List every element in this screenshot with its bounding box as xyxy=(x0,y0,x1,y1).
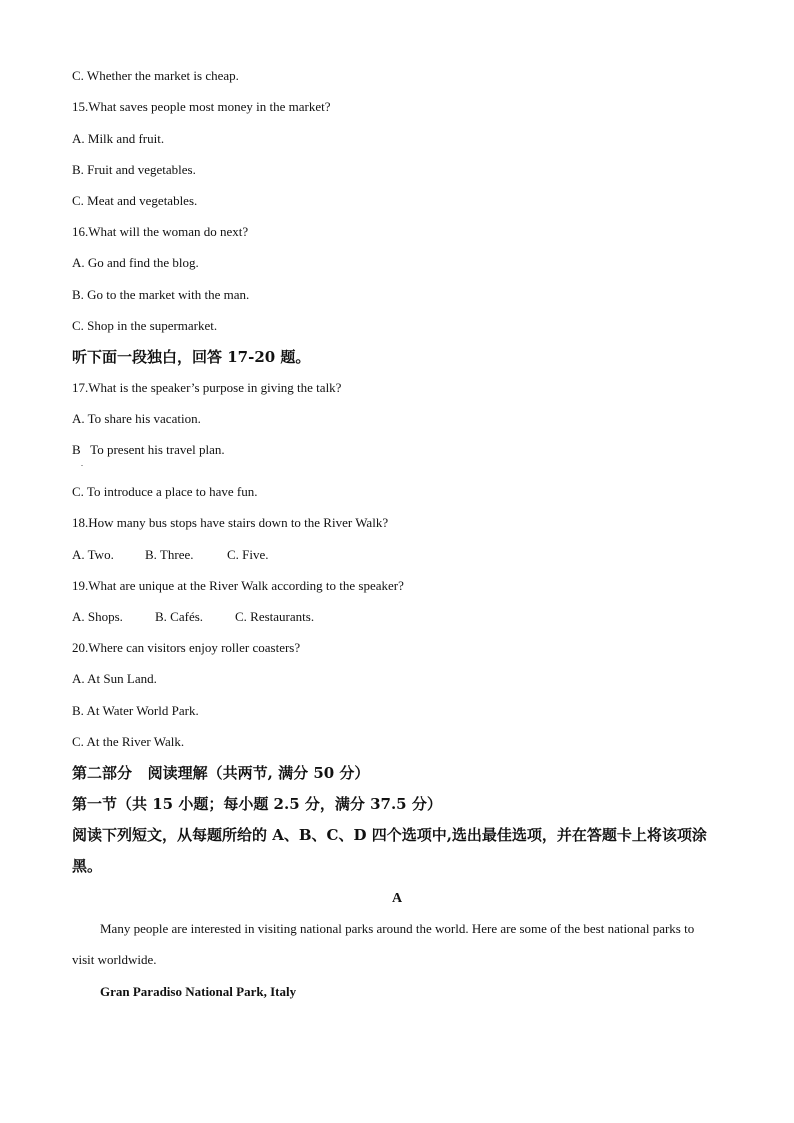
q18-option-a: A. Two. xyxy=(72,547,114,562)
q15-option-a: A. Milk and fruit. xyxy=(72,131,165,146)
monologue-heading: 听下面一段独白，回答 17-20 题。 xyxy=(72,348,311,366)
q20-option-a: A. At Sun Land. xyxy=(72,671,157,686)
park-subheading: Gran Paradiso National Park, Italy xyxy=(100,984,297,999)
passage-label: A xyxy=(391,891,403,906)
q17-option-a: A. To share his vacation. xyxy=(72,411,201,426)
q16-option-c: C. Shop in the supermarket. xyxy=(72,318,218,333)
q16-question: 16.What will the woman do next? xyxy=(72,224,249,239)
reading-instruction: 阅读下列短文，从每题所给的 A、B、C、D 四个选项中,选出最佳选项，并在答题卡上将该项涂黑。 xyxy=(72,826,707,875)
q16-option-a: A. Go and find the blog. xyxy=(72,255,199,270)
q20-question: 20.Where can visitors enjoy roller coasters? xyxy=(72,640,301,655)
q15-question: 15.What saves people most money in the market? xyxy=(72,99,331,114)
q15-option-c: C. Meat and vegetables. xyxy=(72,193,198,208)
stray-dot: . xyxy=(81,459,83,468)
q17-question: 17.What is the speaker’s purpose in giving the talk? xyxy=(72,380,342,395)
q17-option-b: B To present his travel plan. xyxy=(72,442,225,457)
q18-option-b: B. Three. xyxy=(145,547,194,562)
part2-heading: 第二部分 阅读理解（共两节, 满分 50 分） xyxy=(72,764,370,782)
q19-option-c: C. Restaurants. xyxy=(235,609,315,624)
q19-option-a: A. Shops. xyxy=(72,609,123,624)
q19-question: 19.What are unique at the River Walk according to the speaker? xyxy=(72,578,404,593)
q17-option-c: C. To introduce a place to have fun. xyxy=(72,484,258,499)
q19-option-b: B. Cafés. xyxy=(155,609,204,624)
q14-option-c: C. Whether the market is cheap. xyxy=(72,68,239,83)
q20-option-c: C. At the River Walk. xyxy=(72,734,185,749)
q18-option-c: C. Five. xyxy=(227,547,269,562)
q20-option-b: B. At Water World Park. xyxy=(72,703,199,718)
q18-question: 18.How many bus stops have stairs down to the River Walk? xyxy=(72,515,389,530)
q16-option-b: B. Go to the market with the man. xyxy=(72,287,250,302)
q15-option-b: B. Fruit and vegetables. xyxy=(72,162,196,177)
section1-heading: 第一节（共 15 小题；每小题 2.5 分，满分 37.5 分） xyxy=(72,795,442,813)
passage-intro: Many people are interested in visiting national parks around the world. Here are some of the best national parks to visit worldwide. xyxy=(72,921,695,967)
